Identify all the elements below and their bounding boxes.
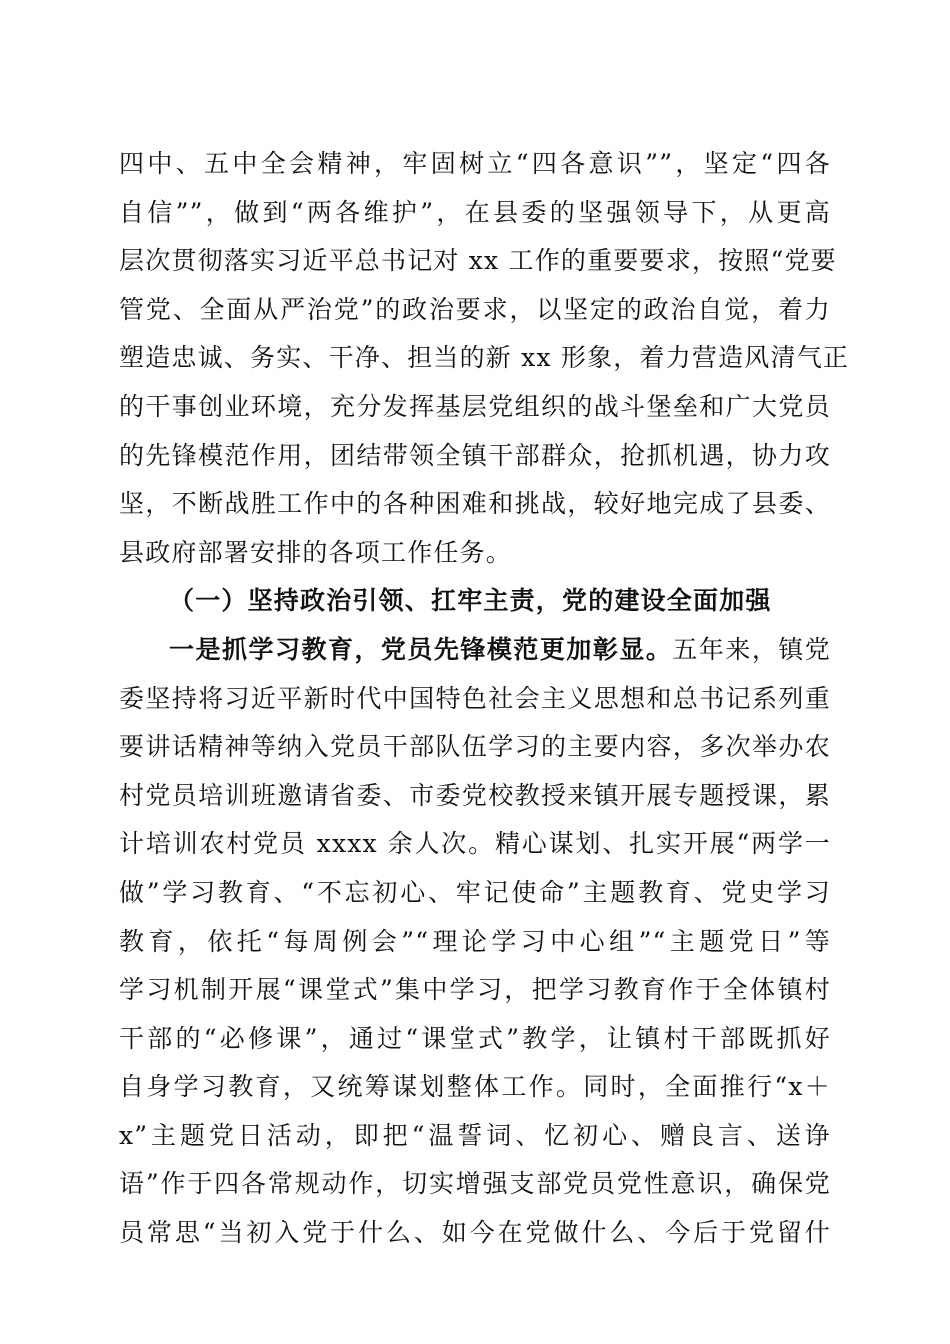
paragraph-2-line: 要讲话精神等纳入党员干部队伍学习的主要内容，多次举办农 [119, 732, 831, 762]
paragraph-2-line: 教育，依托“每周例会”“理论学习中心组”“主题党日”等 [119, 926, 831, 956]
section-heading: （一）坚持政治引领、扛牢主责，党的建设全面加强 [169, 586, 772, 616]
paragraph-1-line: 自信””，做到“两各维护”，在县委的坚强领导下，从更高 [119, 197, 831, 227]
paragraph-1-line: 塑造忠诚、务实、干净、担当的新 xx 形象，着力营造风清气正 [119, 343, 850, 373]
paragraph-1-line: 的干事创业环境，充分发挥基层党组织的战斗堡垒和广大党员 [119, 391, 831, 421]
paragraph-2-line: 学习机制开展“课堂式”集中学习，把学习教育作于全体镇村 [119, 975, 831, 1005]
paragraph-1-line: 坚，不断战胜工作中的各种困难和挑战，较好地完成了县委、 [119, 489, 831, 519]
paragraph-2-first-line-rest: 五年来，镇党 [672, 634, 831, 664]
paragraph-1-line: 四中、五中全会精神，牢固树立“四各意识””，坚定“四各 [119, 149, 831, 178]
paragraph-1-line: 层次贯彻落实习近平总书记对 xx 工作的重要要求，按照“党要 [119, 246, 837, 276]
paragraph-2-line: 做”学习教育、“不忘初心、牢记使命”主题教育、党史学习 [119, 877, 831, 907]
document-body [119, 140, 850, 1258]
paragraph-1-line: 管党、全面从严治党”的政治要求，以坚定的政治自觉，着力 [119, 294, 831, 324]
paragraph-2-line: 委坚持将习近平新时代中国特色社会主义思想和总书记系列重 [119, 683, 831, 713]
paragraph-2-line: 语”作于四各常规动作，切实增强支部党员党性意识，确保党 [119, 1169, 831, 1199]
paragraph-2-line: 村党员培训班邀请省委、市委党校教授来镇开展专题授课，累 [119, 780, 831, 810]
paragraph-2-line: 自身学习教育，又统筹谋划整体工作。同时，全面推行“x＋ [119, 1072, 831, 1102]
paragraph-2-lead: 一是抓学习教育，党员先锋模范更加彰显。 [169, 634, 673, 664]
paragraph-2-first-line [119, 626, 831, 675]
paragraph-2-line: 干部的“必修课”，通过“课堂式”教学，让镇村干部既抓好 [119, 1023, 831, 1053]
paragraph-2-line: 计培训农村党员 xxxx 余人次。精心谋划、扎实开展“两学一 [119, 829, 831, 859]
paragraph-2-line: 员常思“当初入党于什么、如今在党做什么、今后于党留什 [119, 1218, 831, 1248]
paragraph-2-line: x”主题党日活动，即把“温誓词、忆初心、赠良言、送诤 [119, 1120, 831, 1150]
paragraph-1-line: 县政府部署安排的各项工作任务。 [119, 537, 513, 567]
paragraph-1-line: 的先锋模范作用，团结带领全镇干部群众，抢抓机遇，协力攻 [119, 440, 831, 470]
